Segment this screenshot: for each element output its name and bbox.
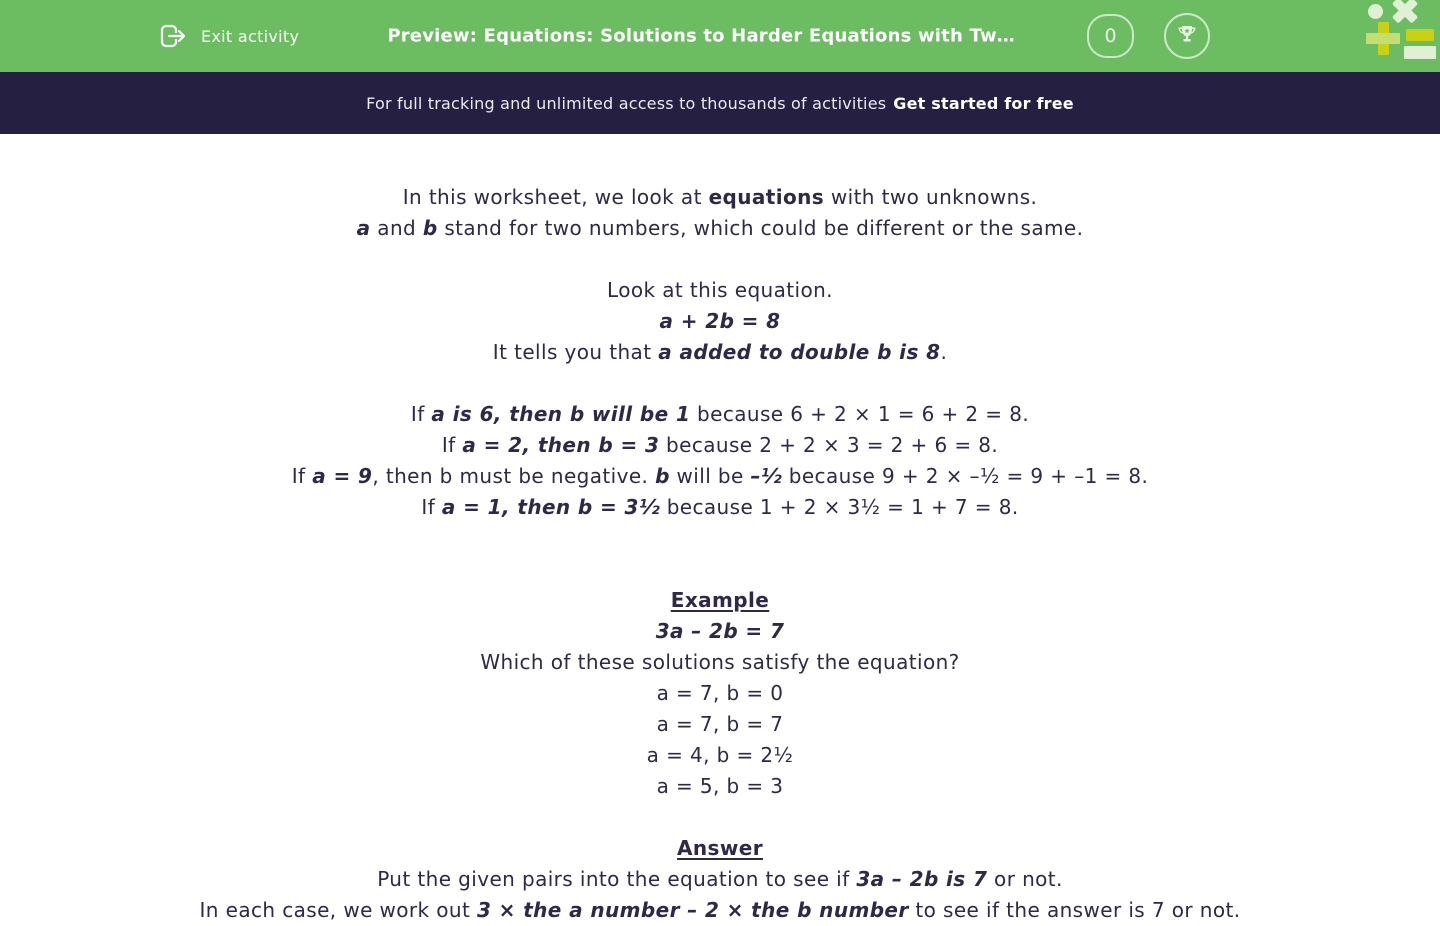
content-line: a = 4, b = 2½ bbox=[646, 743, 794, 767]
content-line: Look at this equation. bbox=[607, 278, 833, 302]
logo-plus-icon bbox=[1366, 33, 1400, 44]
content-line bbox=[0, 523, 1440, 554]
logo-minus-icon bbox=[1406, 29, 1434, 41]
upsell-banner bbox=[0, 72, 1440, 134]
content-line bbox=[0, 368, 1440, 399]
content-line: In each case, we work out 3 × the a number – 2 × the b number to see if the answer is 7 or not. bbox=[199, 898, 1241, 922]
exit-activity-button[interactable] bbox=[150, 0, 305, 72]
score-value: 0 bbox=[1104, 25, 1117, 47]
content-line: If a = 9, then b must be negative. b will be –½ because 9 + 2 × –½ = 9 + –1 = 8. bbox=[291, 464, 1149, 488]
logo-dot-shape bbox=[1368, 4, 1383, 19]
content-line bbox=[0, 244, 1440, 275]
logo-equals-icon bbox=[1404, 46, 1436, 59]
header bbox=[0, 0, 1440, 72]
content-line: a and b stand for two numbers, which could be different or the same. bbox=[356, 216, 1084, 240]
content-line: If a is 6, then b will be 1 because 6 + 2 × 1 = 6 + 2 = 8. bbox=[410, 402, 1030, 426]
answer-heading: Answer bbox=[677, 836, 763, 860]
content-line bbox=[0, 802, 1440, 833]
content-line: Put the given pairs into the equation to see if 3a – 2b is 7 or not. bbox=[377, 867, 1063, 891]
score-badge bbox=[1087, 14, 1134, 58]
content-line: a = 5, b = 3 bbox=[656, 774, 784, 798]
achievements-button[interactable] bbox=[1164, 13, 1210, 59]
logout-arrow-icon bbox=[156, 21, 190, 51]
content-line: a = 7, b = 7 bbox=[656, 712, 784, 736]
content-line bbox=[0, 554, 1440, 585]
example-heading: Example bbox=[670, 588, 770, 612]
content-line: a + 2b = 8 bbox=[659, 309, 781, 333]
content-line: Which of these solutions satisfy the equation? bbox=[480, 650, 960, 674]
math-symbols-logo bbox=[1358, 0, 1438, 64]
content-line: If a = 2, then b = 3 because 2 + 2 × 3 = 2 + 6 = 8. bbox=[441, 433, 999, 457]
page-title: Preview: Equations: Solutions to Harder Equations with Tw… bbox=[387, 25, 1016, 47]
content-lines bbox=[0, 182, 1440, 926]
trophy-icon bbox=[1175, 23, 1199, 50]
header-actions bbox=[1087, 0, 1210, 72]
content-line: 3a – 2b = 7 bbox=[655, 619, 785, 643]
content-line: a = 7, b = 0 bbox=[656, 681, 784, 705]
content-line: It tells you that a added to double b is 8. bbox=[492, 340, 948, 364]
content-line: In this worksheet, we look at equations with two unknowns. bbox=[402, 185, 1038, 209]
worksheet-content bbox=[0, 134, 1440, 926]
get-started-link[interactable]: Get started for free bbox=[893, 93, 1074, 113]
banner-text: For full tracking and unlimited access to thousands of activities bbox=[366, 93, 887, 113]
content-line: If a = 1, then b = 3½ because 1 + 2 × 3½ = 1 + 7 = 8. bbox=[421, 495, 1019, 519]
exit-activity-label: Exit activity bbox=[201, 26, 300, 46]
